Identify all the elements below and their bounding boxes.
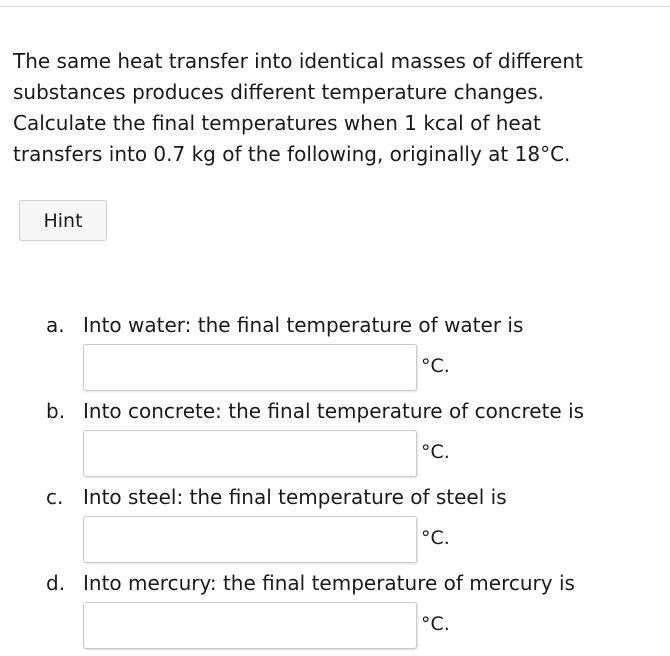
question-letter: b. [46,399,66,423]
question-text [46,482,661,513]
question-letter: d. [46,571,66,595]
question-text [46,568,661,599]
question-label: Into mercury: the final temperature of mercury is [83,571,575,595]
question-d [46,568,661,654]
question-letter: c. [46,485,64,509]
answer-input-mercury[interactable] [83,602,417,649]
question-label: Into concrete: the final temperature of concrete is [83,399,585,423]
problem-line-4: transfers into 0.7 kg of the following, originally at 18°C. [13,142,571,166]
hint-button[interactable]: Hint [19,200,107,241]
answer-input-steel[interactable] [83,516,417,563]
unit-label: °C. [421,613,450,635]
answer-input-water[interactable] [83,344,417,391]
question-list [46,310,661,654]
problem-line-1: The same heat transfer into identical masses of different [13,49,583,73]
unit-label: °C. [421,527,450,549]
question-label: Into water: the final temperature of water is [83,313,524,337]
problem-line-3: Calculate the final temperatures when 1 kcal of heat [13,111,541,135]
question-b [46,396,661,482]
question-label: Into steel: the final temperature of steel is [83,485,507,509]
question-text [46,396,661,427]
answer-input-concrete[interactable] [83,430,417,477]
question-text [46,310,661,341]
question-c [46,482,661,568]
question-letter: a. [46,313,65,337]
problem-statement [13,46,653,170]
unit-label: °C. [421,355,450,377]
problem-line-2: substances produces different temperature changes. [13,80,544,104]
question-a [46,310,661,396]
unit-label: °C. [421,441,450,463]
top-divider [0,6,670,7]
